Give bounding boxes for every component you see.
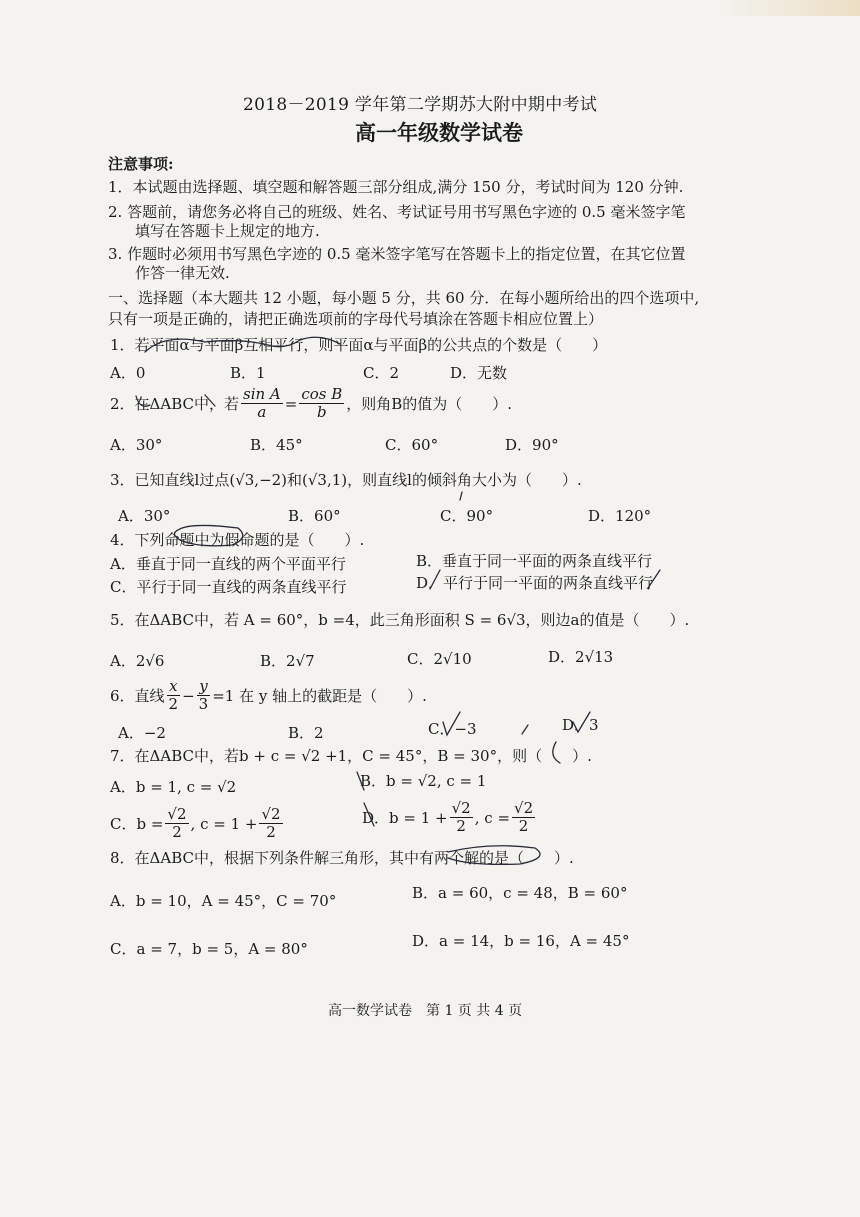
q3-option-b: B．60°	[288, 507, 341, 525]
q6-f2-den: 3	[198, 695, 209, 713]
q4-option-b: B．垂直于同一平面的两条直线平行	[416, 552, 653, 570]
q5-stem: 5．在ΔABC中，若 A = 60°，b =4，此三角形面积 S = 6√3，则边a的值是（ ）.	[110, 611, 690, 629]
note-3: 3. 作题时必须用书写黑色字迹的 0.5 毫米签字笔写在答题卡上的指定位置，在其它位置	[108, 245, 686, 263]
q8-option-c: C．a = 7，b = 5，A = 80°	[110, 940, 308, 958]
q7-d-f1-den: 2	[456, 817, 466, 835]
note-1: 1．本试题由选择题、填空题和解答题三部分组成,满分 150 分，考试时间为 120 分钟.	[108, 178, 684, 196]
q3-stem: 3．已知直线l过点(√3,−2)和(√3,1)，则直线l的倾斜角大小为（ ）.	[110, 471, 582, 489]
q7-c-f1-num: √2	[167, 805, 187, 823]
paper-title: 高一年级数学试卷	[355, 120, 523, 145]
q7-pen-b-check	[357, 772, 364, 790]
q5-option-a: A．2√6	[110, 652, 165, 670]
q8-option-b: B．a = 60，c = 48，B = 60°	[412, 884, 628, 902]
q6-f1-num: x	[169, 677, 178, 695]
q2-pen-slash	[205, 395, 215, 406]
q6-f1-den: 2	[168, 695, 179, 713]
q6-f2-num: y	[199, 677, 208, 695]
notes-heading: 注意事项:	[108, 155, 174, 173]
q6-pen-check-d	[573, 712, 590, 732]
q2-option-a: A．30°	[110, 436, 163, 454]
q8-pen-circle	[448, 846, 540, 865]
q7-c-pre: C．b =	[110, 815, 164, 833]
q7-option-a: A．b = 1, c = √2	[110, 778, 237, 796]
q8-option-a: A．b = 10，A = 45°，C = 70°	[110, 892, 337, 910]
q2-option-c: C．60°	[385, 436, 439, 454]
q2-option-b: B．45°	[250, 436, 303, 454]
page-footer: 高一数学试卷 第 1 页 共 4 页	[328, 1003, 523, 1019]
note-2-cont: 填写在答题卡上规定的地方.	[135, 222, 320, 240]
q2-pen-hook	[136, 396, 150, 406]
q6-option-d: D．3	[562, 716, 599, 734]
q6-stem-post: =1 在 y 轴上的截距是（ ）.	[212, 686, 427, 705]
q2-f2-den: b	[317, 403, 327, 421]
q4-option-c: C．平行于同一直线的两条直线平行	[110, 578, 347, 596]
q3-option-d: D．120°	[588, 507, 652, 525]
q4-pen-slash	[430, 570, 440, 589]
q8-stem: 8．在ΔABC中，根据下列条件解三角形，其中有两个解的是（ ）.	[110, 849, 574, 867]
q2-f2-num: cos B	[301, 385, 343, 403]
q2-f1-den: a	[257, 403, 267, 421]
q3-option-a: A．30°	[118, 507, 171, 525]
q2-option-d: D．90°	[505, 436, 559, 454]
section1-intro: 一、选择题（本大题共 12 小题，每小题 5 分，共 60 分．在每小题所给出的四个选项中,	[108, 289, 700, 307]
q1-option-c: C．2	[363, 364, 400, 382]
q6-stem-pre: 6．直线	[110, 686, 165, 705]
q7-d-pre: D．b = 1 +	[362, 809, 448, 827]
q7-c-mid: , c = 1 +	[190, 814, 258, 833]
q7-pen-d-check	[364, 803, 374, 826]
q1-pen-curve	[145, 337, 340, 352]
q5-option-d: D．2√13	[548, 648, 614, 666]
q1-stem: 1．若平面α与平面β互相平行，则平面α与平面β的公共点的个数是（ ）	[110, 336, 608, 354]
q1-option-d: D．无数	[450, 364, 508, 382]
q7-pen-paren	[553, 742, 560, 763]
q8-option-d: D．a = 14，b = 16，A = 45°	[412, 932, 630, 950]
q6-pen-check	[443, 712, 460, 735]
q4-option-a: A．垂直于同一直线的两个平面平行	[110, 555, 346, 573]
q7-c-f2-den: 2	[266, 823, 276, 841]
q7-option-b: B．b = √2, c = 1	[360, 772, 487, 790]
exam-title: 2018－2019 学年第二学期苏大附中期中考试	[243, 95, 598, 115]
q7-c-f1-den: 2	[172, 823, 182, 841]
q1-option-a: A．0	[110, 364, 146, 382]
q2-stem-pre: 2．在ΔABC中，若	[110, 394, 239, 413]
q5-option-b: B．2√7	[260, 652, 315, 670]
q7-d-f2-den: 2	[518, 817, 529, 835]
q6-option-c: C．−3	[428, 720, 477, 738]
section1-intro-cont: 只有一项是正确的，请把正确选项前的字母代号填涂在答题卡相应位置上）	[108, 310, 604, 328]
q4-option-d: D．平行于同一平面的两条直线平行	[416, 574, 654, 592]
note-2: 2. 答题前，请您务必将自己的班级、姓名、考试证号用书写黑色字迹的 0.5 毫米签字笔	[108, 203, 686, 221]
q7-d-f1-num: √2	[451, 799, 471, 817]
q7-c-f2-num: √2	[261, 805, 281, 823]
q6-option-a: A．−2	[118, 724, 166, 742]
q2-stem-post: ，则角B的值为（ ）.	[346, 394, 513, 413]
q6-minus: −	[182, 686, 195, 705]
q2-f1-num: sin A	[243, 385, 281, 403]
q6-pen-slash-a	[522, 725, 528, 734]
q3-option-c: C．90°	[440, 507, 494, 525]
q1-option-b: B．1	[230, 364, 266, 382]
q7-d-mid: , c =	[474, 808, 511, 827]
q4-pen-circle	[174, 525, 242, 545]
q3-pen-tick	[460, 492, 462, 500]
q2-equals: =	[284, 394, 298, 413]
note-3-cont: 作答一律无效.	[135, 264, 230, 282]
q4-pen-slash-2	[648, 570, 660, 588]
q7-d-f2-num: √2	[514, 799, 534, 817]
q5-option-c: C．2√10	[407, 650, 472, 668]
q7-stem: 7．在ΔABC中，若b + c = √2 +1，C = 45°，B = 30°，则（ ）.	[110, 747, 592, 765]
q6-option-b: B．2	[288, 724, 324, 742]
q4-stem: 4．下列命题中为假命题的是（ ）.	[110, 531, 365, 549]
